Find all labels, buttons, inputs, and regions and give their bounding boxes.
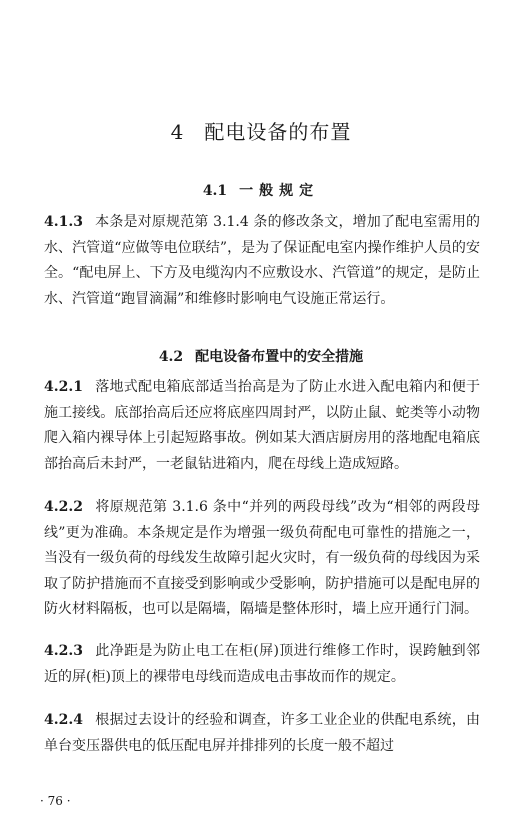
clause-text: 根据过去设计的经验和调查，许多工业企业的供配电系统，由单台变压器供电的低压配电屏并排排列的长度一般不超过 — [44, 712, 480, 754]
clause-text: 本条是对原规范第 3.1.4 条的修改条文，增加了配电室需用的水、汽管道“应做等电位联结”，是为了保证配电室内操作维护人员的安全。“配电屏上、下方及电缆沟内不应敷设水、汽管道”的规定，是防止水、汽管道“跑冒滴漏”和维修时影响电气设施正常运行。 — [44, 214, 480, 307]
clause-text: 将原规范第 3.1.6 条中“并列的两段母线”改为“相邻的两段母线”更为准确。本条规定是作为增强一级负荷配电可靠性的措施之一，当没有一级负荷的母线发生故障引起火灾时，有一级负荷的母线因为采取了防护措施而不直接受到影响或少受影响，防护措施可以是配电屏的防火材料隔板，也可以是隔墙，隔墙是整体形时，墙上应开通行门洞。 — [44, 499, 480, 618]
clause-number: 4.2.3 — [44, 643, 83, 659]
clause-text: 此净距是为防止电工在柜(屏)顶进行维修工作时，误跨触到邻近的屏(柜)顶上的裸带电母线而造成电击事故而作的规定。 — [44, 643, 480, 685]
clause-text: 落地式配电箱底部适当抬高是为了防止水进入配电箱内和便于施工接线。底部抬高后还应将底座四周封严，以防止鼠、蛇类等小动物爬入箱内裸导体上引起短路事故。例如某大酒店厨房用的落地配电箱底部抬高后未封严，一老鼠钻进箱内，爬在母线上造成短路。 — [44, 379, 480, 472]
page-number: · 76 · — [40, 794, 71, 808]
clause-number: 4.2.1 — [44, 379, 83, 395]
section-heading-4-2 — [0, 346, 522, 366]
clause-number: 4.2.4 — [44, 712, 83, 728]
section-title-text: 配电设备布置中的安全措施 — [195, 349, 364, 365]
chapter-number: 4 — [170, 120, 185, 144]
clause-paragraph-4-2-4 — [44, 708, 480, 759]
clause-paragraph-4-2-2 — [44, 495, 480, 623]
clause-paragraph-4-2-3 — [44, 639, 480, 690]
clause-number: 4.1.3 — [44, 214, 83, 230]
section-heading-4-1 — [0, 180, 522, 200]
clause-number: 4.2.2 — [44, 499, 83, 515]
clause-paragraph-4-1-3 — [44, 210, 480, 312]
chapter-title-text: 配电设备的布置 — [204, 120, 352, 144]
section-number: 4.2 — [158, 349, 184, 365]
chapter-title — [0, 116, 522, 145]
section-number: 4.1 — [202, 183, 228, 199]
clause-paragraph-4-2-1 — [44, 375, 480, 477]
section-title-text: 一般规定 — [239, 183, 320, 199]
